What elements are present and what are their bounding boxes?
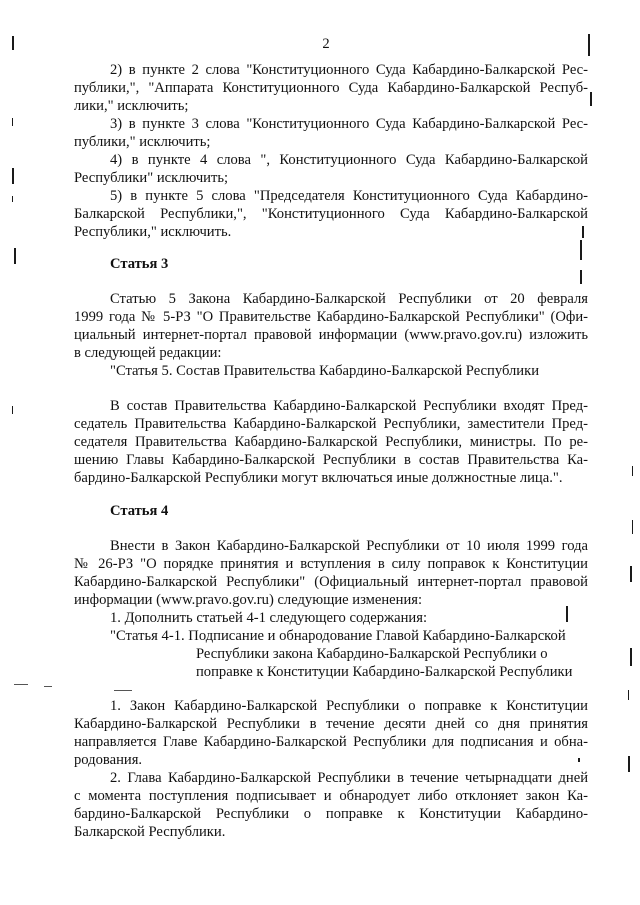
article-4-para-2-line-1: 2. Глава Кабардино-Балкарской Республики в течение четырнадцати дней [110, 770, 588, 786]
scan-dash [44, 686, 52, 687]
page-number: 2 [322, 36, 330, 52]
article-4-para-1-line-2: Кабардино-Балкарской Республики в течение десяти дней со дня принятия [74, 716, 588, 732]
article-4-p1-line-3: Кабардино-Балкарской Республики" (Официальный интернет-портал правовой [74, 574, 588, 590]
scan-mark [580, 240, 582, 260]
article-3-p1-line-3: циальный интернет-портал правовой информации (www.pravo.gov.ru) изложить [74, 327, 588, 343]
scan-mark [588, 34, 590, 56]
item-3-line-1: 3) в пункте 3 слова "Конституционного Суда Кабардино-Балкарской Рес- [110, 116, 588, 132]
item-4-line-2: Республики" исключить; [74, 170, 229, 186]
article-4-p1-line-2: № 26-РЗ "О порядке принятия и вступления в силу поправок к Конституции [74, 556, 588, 572]
scan-mark [582, 226, 584, 238]
scan-mark [630, 566, 632, 582]
article-4-para-2-line-4: Балкарской Республики. [74, 824, 226, 840]
item-5-line-2: Балкарской Республики,", "Конституционного Суда Кабардино-Балкарской [74, 206, 588, 222]
article-3-p2-line-1: В состав Правительства Кабардино-Балкарской Республики входят Пред- [110, 398, 588, 414]
item-2-line-3: лики," исключить; [74, 98, 189, 114]
article-3-p2-line-4: шению Главы Кабардино-Балкарской Республики в состав Правительства Ка- [74, 452, 588, 468]
scan-mark [628, 756, 630, 772]
scan-mark [578, 758, 580, 762]
scan-dash [114, 690, 132, 691]
scan-mark [14, 248, 16, 264]
article-3-p2-line-5: бардино-Балкарской Республики могут включаться иные должностные лица.". [74, 470, 563, 486]
scan-mark [632, 466, 633, 476]
scan-mark [590, 92, 592, 106]
scan-mark [628, 690, 629, 700]
article-4-para-1-line-3: направляется Главе Кабардино-Балкарской Республики для подписания и обна- [74, 734, 588, 750]
item-5-line-3: Республики," исключить. [74, 224, 232, 240]
article-3-p1-line-2: 1999 года № 5-РЗ "О Правительстве Кабардино-Балкарской Республики" (Офи- [74, 309, 588, 325]
scan-mark [12, 196, 13, 202]
article-4-quote-line-2: Республики закона Кабардино-Балкарской Республики о [196, 646, 548, 662]
item-4-line-1: 4) в пункте 4 слова ", Конституционного Суда Кабардино-Балкарской [110, 152, 588, 168]
item-2-line-2: публики,", "Аппарата Конституционного Суда Кабардино-Балкарской Респуб- [74, 80, 588, 96]
item-5-line-1: 5) в пункте 5 слова "Председателя Конституционного Суда Кабардино- [110, 188, 588, 204]
scan-mark [12, 36, 14, 50]
article-4-p1-line-1: Внести в Закон Кабардино-Балкарской Республики от 10 июля 1999 года [110, 538, 588, 554]
article-3-quote-title: "Статья 5. Состав Правительства Кабардино-Балкарской Республики [110, 363, 540, 379]
scan-mark [580, 270, 582, 284]
scan-mark [12, 406, 13, 414]
article-3-heading: Статья 3 [110, 256, 169, 272]
article-3-p2-line-2: седатель Правительства Кабардино-Балкарской Республики, заместители Пред- [74, 416, 588, 432]
article-4-heading: Статья 4 [110, 503, 169, 519]
article-3-p1-line-4: в следующей редакции: [74, 345, 222, 361]
scan-dash [14, 684, 28, 685]
scan-mark [566, 606, 568, 622]
item-2-line-1: 2) в пункте 2 слова "Конституционного Суда Кабардино-Балкарской Рес- [110, 62, 588, 78]
item-3-line-2: публики," исключить; [74, 134, 211, 150]
scan-mark [630, 648, 632, 666]
article-4-quote-line-3: поправке к Конституции Кабардино-Балкарской Республики [196, 664, 573, 680]
article-4-para-1-line-1: 1. Закон Кабардино-Балкарской Республики о поправке к Конституции [110, 698, 588, 714]
article-4-p1-line-4: информации (www.pravo.gov.ru) следующие изменения: [74, 592, 423, 608]
article-4-para-1-line-4: родования. [74, 752, 143, 768]
article-4-item-1: 1. Дополнить статьей 4-1 следующего содержания: [110, 610, 428, 626]
scan-mark [632, 520, 633, 534]
article-4-quote-line-1: "Статья 4-1. Подписание и обнародование Главой Кабардино-Балкарской [110, 628, 566, 644]
article-3-p1-line-1: Статью 5 Закона Кабардино-Балкарской Республики от 20 февраля [110, 291, 588, 307]
article-3-p2-line-3: седателя Правительства Кабардино-Балкарской Республики, министры. По ре- [74, 434, 588, 450]
article-4-para-2-line-3: бардино-Балкарской Республики о поправке к Конституции Кабардино- [74, 806, 588, 822]
article-4-para-2-line-2: с момента поступления подписывает и обнародует либо отклоняет закон Ка- [74, 788, 588, 804]
scan-mark [12, 168, 14, 184]
scan-mark [12, 118, 13, 126]
